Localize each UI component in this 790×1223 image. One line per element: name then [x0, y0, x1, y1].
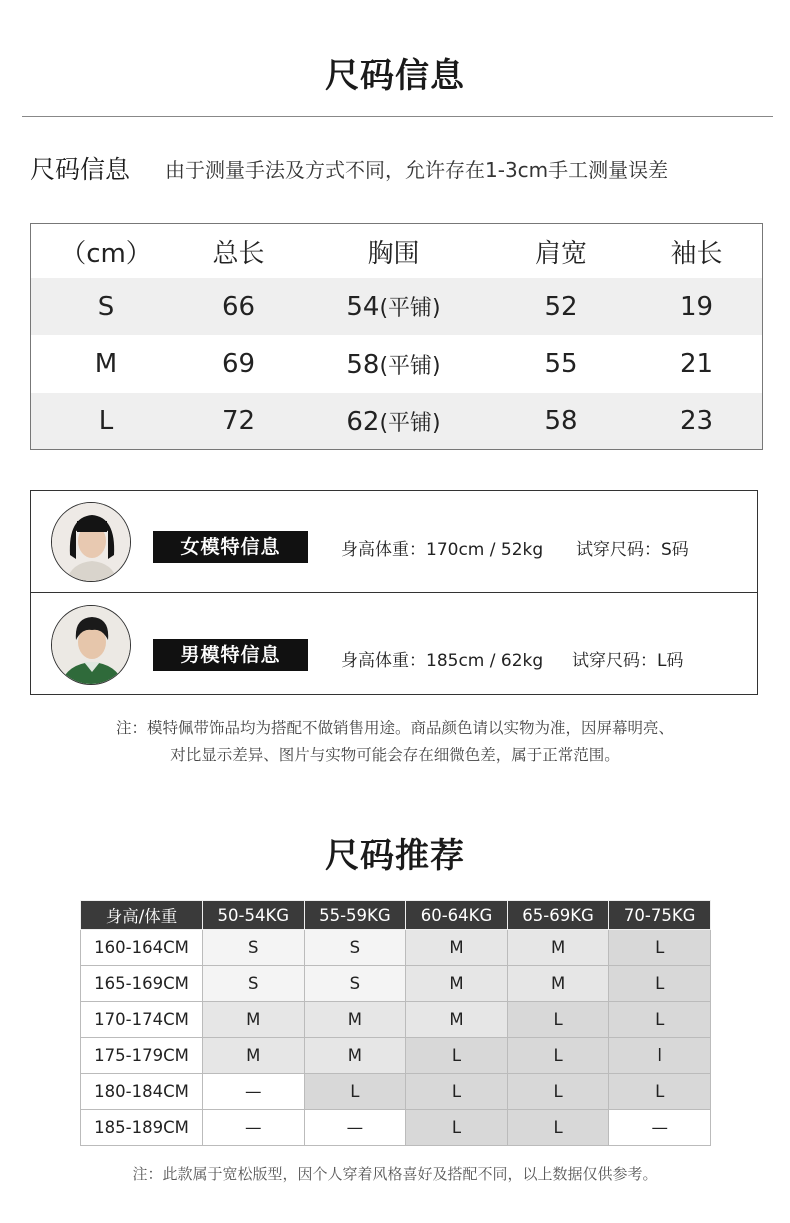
size-cell: L — [406, 1110, 508, 1146]
size-cell: L — [507, 1002, 609, 1038]
table-row — [81, 1038, 711, 1074]
size-cell: S — [203, 966, 305, 1002]
chest-value: 58(平铺) — [346, 349, 441, 380]
size-table-header — [31, 224, 762, 278]
size-cell: — — [609, 1110, 711, 1146]
recommend-header-row — [81, 901, 711, 930]
male-height-weight: 身高体重：185cm / 62kg — [341, 651, 544, 671]
shoulder-value: 55 — [544, 349, 578, 379]
size-row-l — [31, 393, 762, 449]
size-cell: — — [304, 1110, 406, 1146]
size-recommend-table — [80, 900, 711, 1146]
size-label: S — [97, 291, 115, 322]
size-cell: S — [304, 930, 406, 966]
height-label: 175-179CM — [81, 1038, 203, 1074]
size-cell: S — [203, 930, 305, 966]
model-note-line-1: 注：模特佩带饰品均为搭配不做销售用途。商品颜色请以实物为准，因屏幕明亮、 — [115, 719, 674, 737]
header-sleeve: 袖长 — [670, 238, 723, 269]
recommend-note: 注：此款属于宽松版型，因个人穿着风格喜好及搭配不同，以上数据仅供参考。 — [132, 1165, 658, 1183]
size-cell: — — [203, 1074, 305, 1110]
size-row-s — [31, 278, 762, 335]
size-cell: M — [304, 1002, 406, 1038]
header-chest: 胸围 — [367, 238, 420, 269]
length-value: 66 — [221, 291, 256, 322]
header-weight-70-75: 70-75KG — [609, 901, 711, 930]
size-cell: M — [406, 966, 508, 1002]
size-cell: — — [203, 1110, 305, 1146]
header-weight-65-69: 65-69KG — [507, 901, 609, 930]
size-cell: M — [406, 930, 508, 966]
size-cell: M — [203, 1038, 305, 1074]
table-row — [81, 1002, 711, 1038]
size-cell: M — [406, 1002, 508, 1038]
table-row — [81, 966, 711, 1002]
size-cell: L — [609, 1002, 711, 1038]
size-cell: L — [609, 966, 711, 1002]
size-label: M — [94, 349, 118, 379]
header-weight-50-54: 50-54KG — [203, 901, 305, 930]
header-weight-55-59: 55-59KG — [304, 901, 406, 930]
size-cell: l — [609, 1038, 711, 1074]
table-row — [81, 930, 711, 966]
height-label: 185-189CM — [81, 1110, 203, 1146]
size-cell: L — [304, 1074, 406, 1110]
header-unit: （cm） — [60, 238, 152, 269]
height-label: 170-174CM — [81, 1002, 203, 1038]
size-cell: M — [507, 930, 609, 966]
size-cell: S — [304, 966, 406, 1002]
size-cell: M — [507, 966, 609, 1002]
length-value: 72 — [221, 406, 256, 436]
male-model-tag: 男模特信息 — [153, 639, 308, 671]
size-cell: L — [507, 1038, 609, 1074]
male-model-portrait-icon — [52, 606, 131, 685]
length-value: 69 — [221, 349, 256, 379]
size-row-m — [31, 335, 762, 393]
shoulder-value: 58 — [544, 406, 578, 436]
size-recommend-title: 尺码推荐 — [325, 836, 465, 876]
size-cell: L — [507, 1074, 609, 1110]
male-model-avatar — [51, 605, 131, 685]
female-model-tag: 女模特信息 — [153, 531, 308, 563]
female-model-avatar — [51, 502, 131, 582]
height-label: 180-184CM — [81, 1074, 203, 1110]
model-note-line-2: 对比显示差异、图片与实物可能会存在细微色差，属于正常范围。 — [170, 746, 620, 764]
size-cell: L — [609, 930, 711, 966]
sleeve-value: 23 — [679, 406, 714, 436]
female-model-info — [341, 535, 689, 560]
height-label: 160-164CM — [81, 930, 203, 966]
header-length: 总长 — [212, 238, 265, 269]
height-label: 165-169CM — [81, 966, 203, 1002]
sleeve-value: 21 — [679, 349, 714, 379]
female-trial-size: 试穿尺码：S码 — [575, 540, 689, 560]
female-model-card — [30, 490, 758, 593]
chest-value: 62(平铺) — [346, 406, 441, 437]
size-label: L — [98, 406, 114, 436]
measurement-note: 由于测量手法及方式不同，允许存在1-3cm手工测量误差 — [165, 158, 669, 182]
header-height-weight: 身高/体重 — [81, 901, 203, 930]
size-cell: L — [406, 1038, 508, 1074]
table-row — [81, 1110, 711, 1146]
title-divider — [22, 116, 773, 117]
size-cell: L — [406, 1074, 508, 1110]
sleeve-value: 19 — [679, 291, 714, 322]
header-shoulder: 肩宽 — [534, 238, 587, 269]
header-weight-60-64: 60-64KG — [406, 901, 508, 930]
size-cell: M — [203, 1002, 305, 1038]
male-model-card — [30, 592, 758, 695]
size-cell: L — [609, 1074, 711, 1110]
female-height-weight: 身高体重：170cm / 52kg — [341, 540, 544, 560]
shoulder-value: 52 — [544, 291, 578, 322]
size-info-title: 尺码信息 — [325, 56, 465, 96]
size-cell: M — [304, 1038, 406, 1074]
table-row — [81, 1074, 711, 1110]
size-table — [30, 223, 763, 450]
male-trial-size: 试穿尺码：L码 — [571, 651, 684, 671]
chest-value: 54(平铺) — [346, 292, 441, 322]
size-info-heading: 尺码信息 — [30, 155, 131, 184]
size-cell: L — [507, 1110, 609, 1146]
male-model-info — [341, 646, 683, 671]
female-model-portrait-icon — [52, 503, 131, 582]
